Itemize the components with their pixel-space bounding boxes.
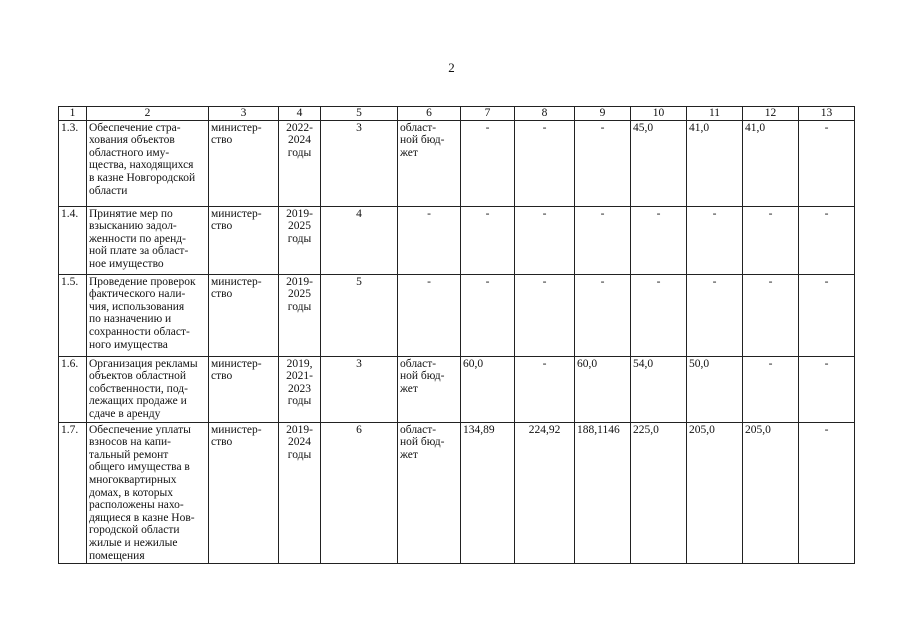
executor: министер- ство: [209, 274, 279, 356]
value-col-11: -: [687, 274, 743, 356]
value-col-12: -: [743, 206, 799, 274]
column-header-2: 2: [87, 107, 209, 121]
column-header-10: 10: [631, 107, 687, 121]
goal-number: 3: [321, 120, 398, 206]
column-header-6: 6: [398, 107, 461, 121]
value-col-11: -: [687, 206, 743, 274]
table-row: [59, 356, 855, 422]
value-col-10: 54,0: [631, 356, 687, 422]
value-col-9: -: [575, 206, 631, 274]
value-col-12: -: [743, 356, 799, 422]
executor: министер- ство: [209, 356, 279, 422]
value-col-10: -: [631, 206, 687, 274]
period: 2019- 2025 годы: [279, 206, 321, 274]
column-header-3: 3: [209, 107, 279, 121]
table-row: [59, 120, 855, 206]
value-col-13: -: [799, 274, 855, 356]
value-col-7: -: [461, 206, 515, 274]
funding-source: -: [398, 274, 461, 356]
value-col-11: 50,0: [687, 356, 743, 422]
value-col-7: 134,89: [461, 422, 515, 564]
funding-source: -: [398, 206, 461, 274]
value-col-9: 60,0: [575, 356, 631, 422]
column-number-row: [59, 107, 855, 121]
value-col-10: 45,0: [631, 120, 687, 206]
value-col-13: -: [799, 120, 855, 206]
value-col-8: -: [515, 206, 575, 274]
column-header-1: 1: [59, 107, 87, 121]
column-header-12: 12: [743, 107, 799, 121]
page-number: 2: [448, 60, 455, 75]
value-col-7: 60,0: [461, 356, 515, 422]
value-col-8: -: [515, 356, 575, 422]
goal-number: 6: [321, 422, 398, 564]
activity-name: Обеспечение уплаты взносов на капи- тальный ремонт общего имущества в многоквартирных домах, в которых расположены нахо- дящиеся в казне Нов- городской области жилые и нежилые помещения: [87, 422, 209, 564]
value-col-13: -: [799, 356, 855, 422]
row-number: 1.7.: [59, 422, 87, 564]
value-col-10: -: [631, 274, 687, 356]
activity-name: Обеспечение стра- хования объектов областного иму- щества, находящихся в казне Новгородской области: [87, 120, 209, 206]
activity-name: Принятие мер по взысканию задол- женности по аренд- ной плате за област- ное имущество: [87, 206, 209, 274]
table-row: [59, 274, 855, 356]
period: 2022- 2024 годы: [279, 120, 321, 206]
value-col-12: 205,0: [743, 422, 799, 564]
executor: министер- ство: [209, 206, 279, 274]
value-col-10: 225,0: [631, 422, 687, 564]
value-col-8: -: [515, 274, 575, 356]
column-header-7: 7: [461, 107, 515, 121]
period: 2019- 2024 годы: [279, 422, 321, 564]
executor: министер- ство: [209, 120, 279, 206]
row-number: 1.6.: [59, 356, 87, 422]
value-col-9: 188,1146: [575, 422, 631, 564]
value-col-9: -: [575, 274, 631, 356]
table-row: [59, 206, 855, 274]
value-col-11: 41,0: [687, 120, 743, 206]
period: 2019- 2025 годы: [279, 274, 321, 356]
activity-name: Организация рекламы объектов областной собственности, под- лежащих продаже и сдаче в аренду: [87, 356, 209, 422]
value-col-9: -: [575, 120, 631, 206]
funding-source: област- ной бюд- жет: [398, 422, 461, 564]
executor: министер- ство: [209, 422, 279, 564]
value-col-13: -: [799, 422, 855, 564]
value-col-8: -: [515, 120, 575, 206]
funding-source: област- ной бюд- жет: [398, 120, 461, 206]
column-header-4: 4: [279, 107, 321, 121]
program-activities-table: [58, 106, 855, 564]
goal-number: 3: [321, 356, 398, 422]
value-col-11: 205,0: [687, 422, 743, 564]
column-header-13: 13: [799, 107, 855, 121]
value-col-7: -: [461, 120, 515, 206]
column-header-5: 5: [321, 107, 398, 121]
value-col-12: 41,0: [743, 120, 799, 206]
value-col-13: -: [799, 206, 855, 274]
goal-number: 4: [321, 206, 398, 274]
table-row: [59, 422, 855, 564]
value-col-12: -: [743, 274, 799, 356]
column-header-8: 8: [515, 107, 575, 121]
column-header-11: 11: [687, 107, 743, 121]
row-number: 1.3.: [59, 120, 87, 206]
period: 2019, 2021- 2023 годы: [279, 356, 321, 422]
column-header-9: 9: [575, 107, 631, 121]
row-number: 1.4.: [59, 206, 87, 274]
value-col-8: 224,92: [515, 422, 575, 564]
goal-number: 5: [321, 274, 398, 356]
funding-source: област- ной бюд- жет: [398, 356, 461, 422]
row-number: 1.5.: [59, 274, 87, 356]
value-col-7: -: [461, 274, 515, 356]
activity-name: Проведение проверок фактического нали- чия, использования по назначению и сохранности област- ного имущества: [87, 274, 209, 356]
